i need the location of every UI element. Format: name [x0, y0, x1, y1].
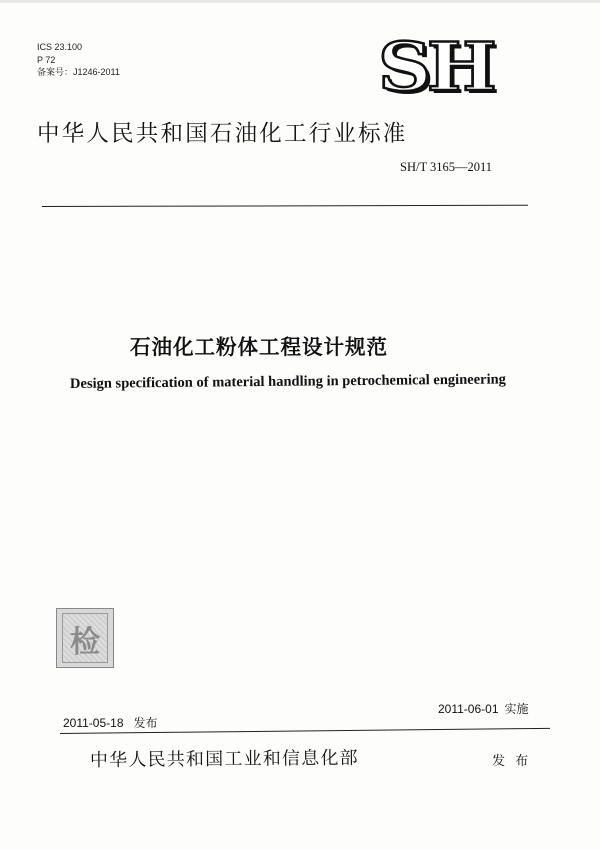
implementation-label: 实施 — [504, 702, 529, 716]
record-number: 备案号：J1246-2011 — [37, 67, 120, 77]
issue-date-line — [63, 714, 158, 731]
class-code: P 72 — [37, 54, 56, 65]
document-title-english: Design specification of material handling in petrochemical engineering — [69, 371, 506, 392]
industry-standard-title: 中华人民共和国石油化工行业标准 — [37, 121, 408, 147]
issue-label: 发布 — [133, 716, 158, 730]
stamp-glyph: 检 — [70, 625, 100, 660]
top-divider — [42, 205, 528, 207]
document-title-chinese: 石油化工粉体工程设计规范 — [130, 335, 388, 359]
ics-code: ICS 23.100 — [37, 42, 83, 52]
issue-date: 2011-05-18 — [63, 716, 124, 730]
inspection-stamp — [56, 608, 114, 668]
sh-logo — [378, 28, 510, 106]
issuing-label: 发 布 — [492, 754, 532, 769]
issuing-authority: 中华人民共和国工业和信息化部 — [89, 747, 359, 771]
sh-logo-text: SH — [378, 28, 493, 106]
classification-block — [37, 41, 120, 79]
standard-code: SH/T 3165—2011 — [400, 160, 493, 174]
implementation-date: 2011-06-01 — [438, 702, 499, 716]
implementation-date-line — [438, 700, 529, 717]
scan-edge — [0, 0, 600, 3]
